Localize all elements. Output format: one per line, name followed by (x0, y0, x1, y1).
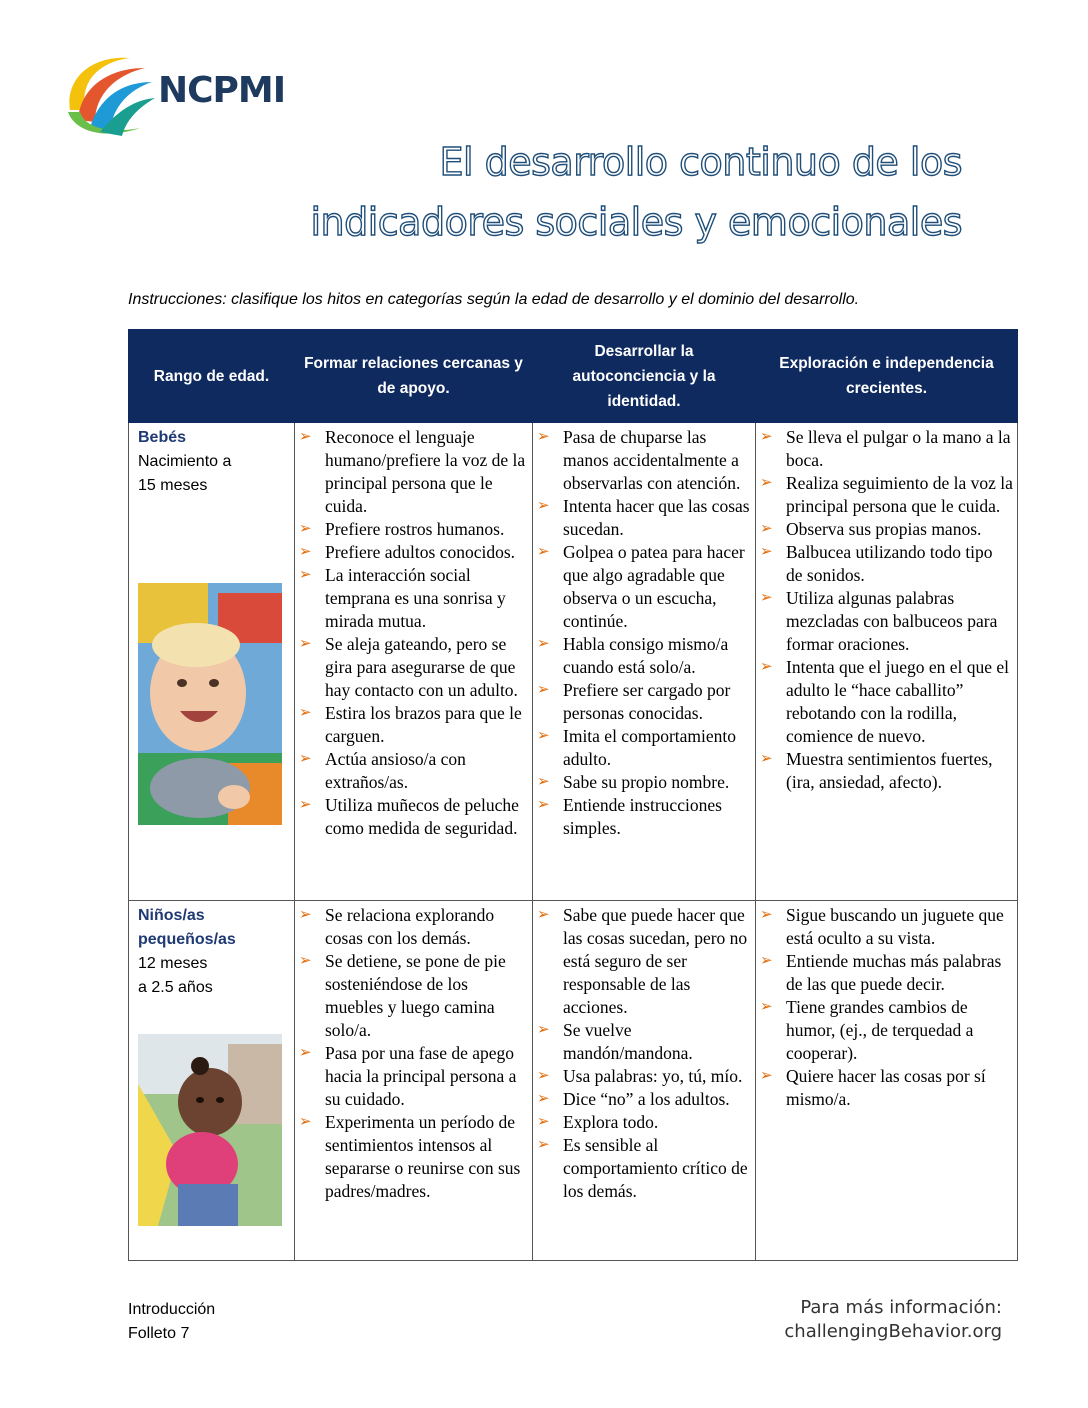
arrowhead-bullet-icon: ➢ (537, 774, 550, 790)
list-item: ➢ Sabe que puede hacer que las cosas sucedan, pero no está seguro de ser responsable de las acciones. (537, 905, 748, 1017)
list-item: ➢ Se detiene, se pone de pie sosteniéndose de los muebles y luego camina solo/a. (299, 951, 506, 1040)
arrowhead-bullet-icon: ➢ (760, 521, 773, 537)
list-item: ➢ Muestra sentimientos fuertes, (ira, ansiedad, afecto). (760, 749, 993, 792)
footer-handout-number: Folleto 7 (128, 1325, 190, 1342)
list-item: ➢ Utiliza muñecos de peluche como medida de seguridad. (299, 795, 519, 838)
list-item: ➢ La interacción social temprana es una sonrisa y mirada mutua. (299, 565, 506, 631)
list-item: ➢ Se vuelve mandón/mandona. (537, 1020, 693, 1063)
instructions-text: Instrucciones: clasifique los hitos en categorías según la edad de desarrollo y el dominio del desarrollo. (128, 291, 860, 308)
list-item: ➢ Balbucea utilizando todo tipo de sonidos. (760, 542, 993, 585)
list-item: ➢ Dice “no” a los adultos. (537, 1089, 730, 1109)
arrowhead-bullet-icon: ➢ (299, 1114, 312, 1130)
list-item: ➢ Imita el comportamiento adulto. (537, 726, 737, 769)
table-row (129, 901, 1018, 1261)
arrowhead-bullet-icon: ➢ (299, 636, 312, 652)
footer-more-info (784, 1296, 1002, 1344)
list-item: ➢ Entiende muchas más palabras de las que puede decir. (760, 951, 1002, 994)
age-range: 15 meses (138, 477, 208, 494)
arrowhead-bullet-icon: ➢ (760, 429, 773, 445)
arrowhead-bullet-icon: ➢ (760, 659, 773, 675)
age-name: pequeños/as (138, 931, 236, 948)
age-range: Nacimiento a (138, 453, 232, 470)
footer-info-label: Para más información: (800, 1297, 1002, 1318)
arrowhead-bullet-icon: ➢ (537, 1068, 550, 1084)
arrowhead-bullet-icon: ➢ (760, 475, 773, 491)
list-item: ➢ Es sensible al comportamiento crítico de los demás. (537, 1135, 748, 1201)
title-line-1: El desarrollo continuo de los (439, 140, 962, 184)
header-self-awareness: Desarrollar la autoconciencia y la identidad. (533, 330, 756, 423)
arrowhead-bullet-icon: ➢ (299, 567, 312, 583)
list-item: ➢ Se lleva el pulgar o la mano a la boca. (760, 427, 1011, 470)
arrowhead-bullet-icon: ➢ (299, 521, 312, 537)
list-item: ➢ Prefiere adultos conocidos. (299, 542, 516, 562)
milestones-exploration (756, 423, 1018, 901)
arrowhead-bullet-icon: ➢ (760, 907, 773, 923)
arrowhead-bullet-icon: ➢ (299, 1045, 312, 1061)
page-title (310, 132, 962, 252)
list-item: ➢ Actúa ansioso/a con extraños/as. (299, 749, 466, 792)
arrowhead-bullet-icon: ➢ (537, 636, 550, 652)
table-row (129, 423, 1018, 901)
arrowhead-bullet-icon: ➢ (299, 751, 312, 767)
list-item: ➢ Explora todo. (537, 1112, 659, 1132)
arrowhead-bullet-icon: ➢ (299, 797, 312, 813)
arrowhead-bullet-icon: ➢ (299, 705, 312, 721)
footer-section-label (128, 1298, 215, 1346)
list-item: ➢ Quiere hacer las cosas por sí mismo/a. (760, 1066, 986, 1109)
arrowhead-bullet-icon: ➢ (299, 953, 312, 969)
milestones-relationships (295, 423, 533, 901)
footer-website-link[interactable]: challengingBehavior.org (784, 1321, 1002, 1342)
list-item: ➢ Intenta que el juego en el que el adulto le “hace caballito” rebotando con la rodilla, comience de nuevo. (760, 657, 1010, 746)
list-item: ➢ Observa sus propias manos. (760, 519, 982, 539)
toddler-photo (138, 1034, 282, 1226)
arrowhead-bullet-icon: ➢ (760, 590, 773, 606)
milestones-self-awareness (533, 423, 756, 901)
arrowhead-bullet-icon: ➢ (537, 797, 550, 813)
age-cell (129, 423, 295, 901)
age-name: Niños/as (138, 907, 205, 924)
header-relationships: Formar relaciones cercanas y de apoyo. (295, 330, 533, 423)
arrowhead-bullet-icon: ➢ (299, 429, 312, 445)
milestones-exploration (756, 901, 1018, 1261)
list-item: ➢ Estira los brazos para que le carguen. (299, 703, 522, 746)
footer-section: Introducción (128, 1301, 216, 1318)
list-item: ➢ Sabe su propio nombre. (537, 772, 730, 792)
swoosh-logo-icon (60, 50, 160, 140)
list-item: ➢ Pasa de chuparse las manos accidentalmente a observarlas con atención. (537, 427, 741, 493)
arrowhead-bullet-icon: ➢ (760, 1068, 773, 1084)
header-exploration: Exploración e independencia crecientes. (756, 330, 1018, 423)
age-range: 12 meses (138, 955, 208, 972)
list-item: ➢ Golpea o patea para hacer que algo agradable que observa o un escucha, continúe. (537, 542, 745, 631)
table-header-row (129, 330, 1018, 423)
milestones-table (128, 329, 1018, 1261)
arrowhead-bullet-icon: ➢ (760, 544, 773, 560)
arrowhead-bullet-icon: ➢ (299, 544, 312, 560)
list-item: ➢ Usa palabras: yo, tú, mío. (537, 1066, 743, 1086)
arrowhead-bullet-icon: ➢ (537, 1137, 550, 1153)
arrowhead-bullet-icon: ➢ (760, 953, 773, 969)
arrowhead-bullet-icon: ➢ (760, 751, 773, 767)
list-item: ➢ Tiene grandes cambios de humor, (ej., de terquedad a cooperar). (760, 997, 974, 1063)
list-item: ➢ Habla consigo mismo/a cuando está solo/a. (537, 634, 729, 677)
list-item: ➢ Prefiere rostros humanos. (299, 519, 505, 539)
arrowhead-bullet-icon: ➢ (537, 907, 550, 923)
list-item: ➢ Intenta hacer que las cosas sucedan. (537, 496, 750, 539)
arrowhead-bullet-icon: ➢ (299, 907, 312, 923)
list-item: ➢ Realiza seguimiento de la voz la principal persona que le cuida. (760, 473, 1013, 516)
milestones-self-awareness (533, 901, 756, 1261)
age-name: Bebés (138, 429, 187, 446)
arrowhead-bullet-icon: ➢ (537, 429, 550, 445)
baby-photo (138, 583, 282, 825)
list-item: ➢ Utiliza algunas palabras mezcladas con balbuceos para formar oraciones. (760, 588, 998, 654)
milestones-relationships (295, 901, 533, 1261)
list-item: ➢ Se relaciona explorando cosas con los demás. (299, 905, 495, 948)
arrowhead-bullet-icon: ➢ (760, 999, 773, 1015)
arrowhead-bullet-icon: ➢ (537, 1091, 550, 1107)
arrowhead-bullet-icon: ➢ (537, 498, 550, 514)
arrowhead-bullet-icon: ➢ (537, 728, 550, 744)
list-item: ➢ Sigue buscando un juguete que está oculto a su vista. (760, 905, 1004, 948)
age-cell (129, 901, 295, 1261)
list-item: ➢ Reconoce el lenguaje humano/prefiere la voz de la principal persona que le cuida. (299, 427, 526, 516)
list-item: ➢ Experimenta un período de sentimientos intensos al separarse o reunirse con sus padres/madres. (299, 1112, 521, 1201)
title-line-2: indicadores sociales y emocionales (310, 200, 962, 244)
arrowhead-bullet-icon: ➢ (537, 1114, 550, 1130)
header-age-range: Rango de edad. (129, 330, 295, 423)
logo-wordmark: NCPMI (158, 70, 286, 111)
list-item: ➢ Pasa por una fase de apego hacia la principal persona a su cuidado. (299, 1043, 517, 1109)
list-item: ➢ Se aleja gateando, pero se gira para asegurarse de que hay contacto con un adulto. (299, 634, 518, 700)
arrowhead-bullet-icon: ➢ (537, 682, 550, 698)
list-item: ➢ Entiende instrucciones simples. (537, 795, 722, 838)
arrowhead-bullet-icon: ➢ (537, 544, 550, 560)
age-range: a 2.5 años (138, 979, 213, 996)
arrowhead-bullet-icon: ➢ (537, 1022, 550, 1038)
ncpmi-logo (60, 50, 310, 140)
list-item: ➢ Prefiere ser cargado por personas conocidas. (537, 680, 731, 723)
